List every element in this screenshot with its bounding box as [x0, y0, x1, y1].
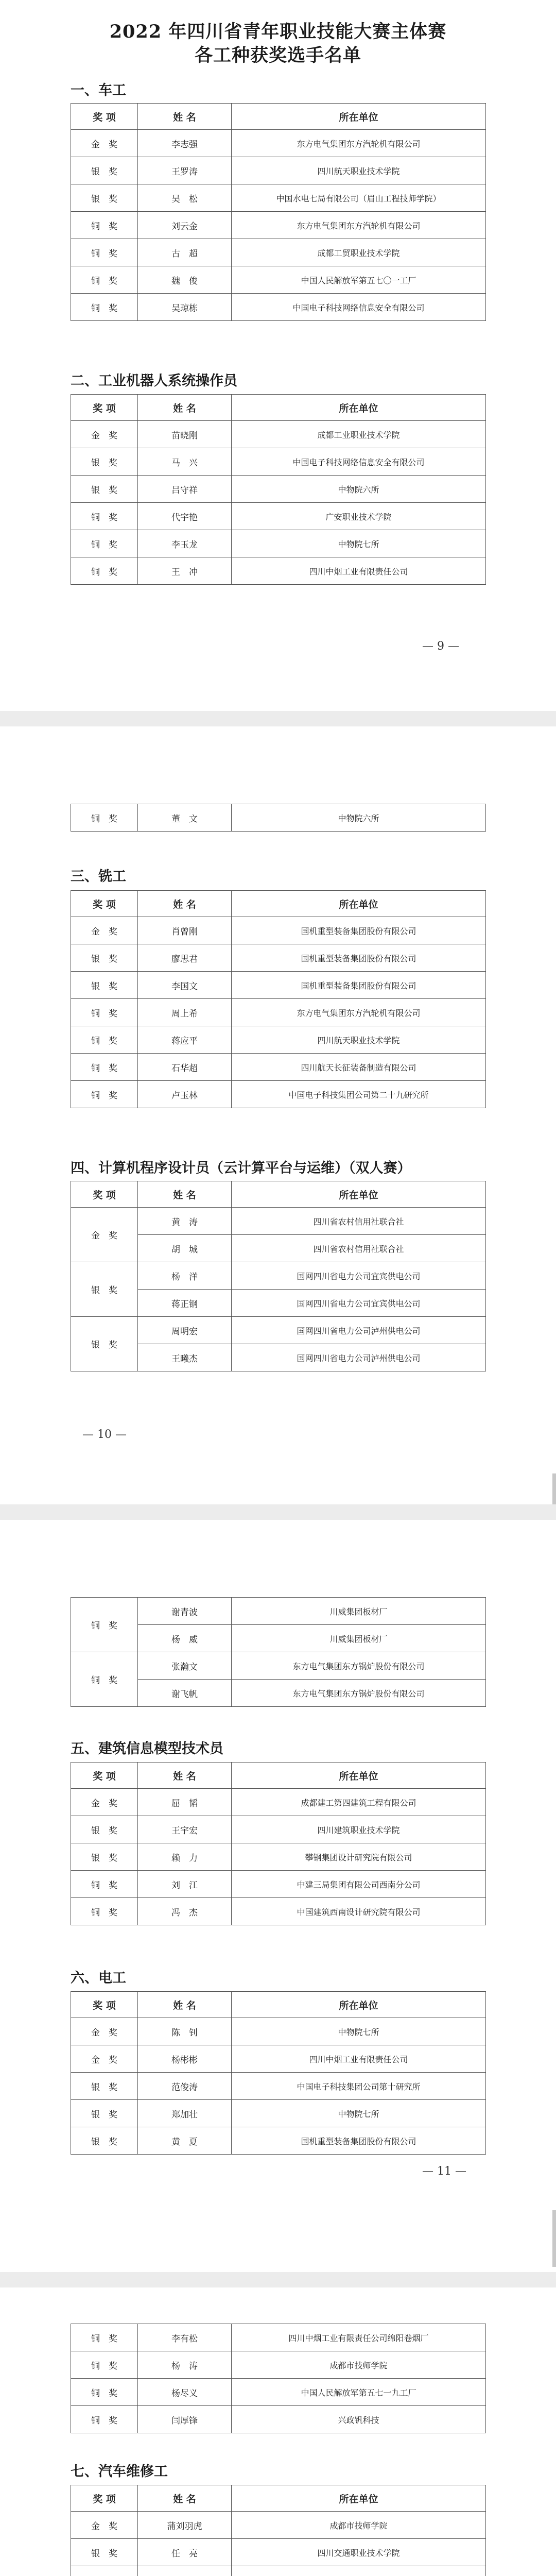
- table-row: [71, 2324, 486, 2351]
- table-row: [71, 917, 486, 944]
- unit-cell: 四川航天职业技术学院: [232, 1026, 486, 1054]
- page-number: — 9 —: [422, 640, 459, 653]
- table-row: [71, 1843, 486, 1871]
- document-title-line1: 2022 年四川省青年职业技能大赛主体赛: [109, 21, 447, 42]
- award-cell: 铜 奖: [71, 2324, 138, 2351]
- name-cell: 陈 钊: [138, 2018, 232, 2045]
- table-row: [71, 503, 486, 530]
- table-row: [71, 1816, 486, 1843]
- section-title: 七、汽车维修工: [71, 2464, 168, 2480]
- award-cell: 金 奖: [71, 130, 138, 157]
- award-table: [71, 1762, 486, 1925]
- page-12: [0, 2287, 556, 2576]
- unit-cell: 国机重型装备集团股份有限公司: [232, 917, 486, 944]
- name-cell: 屈 韬: [138, 1789, 232, 1816]
- table-row: [71, 1081, 486, 1108]
- unit-cell: 成都市技师学院: [232, 2351, 486, 2379]
- award-cell: 银 奖: [71, 2539, 138, 2566]
- column-header-award: 奖 项: [71, 1181, 138, 1208]
- unit-cell: 成都工业职业技术学院: [232, 421, 486, 448]
- column-header-name: 姓 名: [138, 1992, 232, 2018]
- name-cell: 李志强: [138, 130, 232, 157]
- name-cell: 王曦杰: [138, 1344, 232, 1371]
- table-row: [71, 294, 486, 321]
- table-row: [71, 2539, 486, 2566]
- section-title: 五、建筑信息模型技术员: [71, 1741, 223, 1757]
- table-row: [71, 421, 486, 448]
- unit-cell: 中国人民解放军第五七一九工厂: [232, 2379, 486, 2406]
- table-row: [71, 2018, 486, 2045]
- name-cell: 周明宏: [138, 1317, 232, 1344]
- table-row: [71, 2127, 486, 2155]
- unit-cell: 中物院七所: [232, 2100, 486, 2127]
- scroll-indicator: [552, 2210, 556, 2267]
- table-row: [71, 1871, 486, 1898]
- award-cell: 铜 奖: [71, 2406, 138, 2433]
- name-cell: 王罗涛: [138, 157, 232, 184]
- table-header-row: [71, 891, 486, 917]
- name-cell: 张瀚文: [138, 1652, 232, 1680]
- award-cell: 铜 奖: [71, 212, 138, 239]
- unit-cell: 国网四川省电力公司宜宾供电公司: [232, 1262, 486, 1290]
- award-cell: 银 奖: [71, 972, 138, 999]
- name-cell: 蒋正钢: [138, 1290, 232, 1317]
- name-cell: 苗晓刚: [138, 421, 232, 448]
- name-cell: 杨尽义: [138, 2379, 232, 2406]
- name-cell: 卢玉林: [138, 1081, 232, 1108]
- name-cell: 胡 城: [138, 1235, 232, 1262]
- table-row: [71, 999, 486, 1026]
- table-row: [71, 2406, 486, 2433]
- name-cell: 谢飞帆: [138, 1680, 232, 1707]
- page-gap: [0, 1504, 556, 1520]
- column-header-award: 奖 项: [71, 891, 138, 917]
- table-header-row: [71, 2485, 486, 2512]
- award-cell: 银 奖: [71, 2073, 138, 2100]
- name-cell: 吴 松: [138, 184, 232, 212]
- table-row: [71, 2512, 486, 2539]
- table-row: [71, 266, 486, 294]
- name-cell: 蒋应平: [138, 1026, 232, 1054]
- unit-cell: 中物院六所: [232, 476, 486, 503]
- unit-cell: 四川省农村信用社联合社: [232, 1208, 486, 1235]
- name-cell: 赖 力: [138, 1843, 232, 1871]
- table-row: [71, 130, 486, 157]
- column-header-unit: 所在单位: [232, 1762, 486, 1789]
- award-cell: 银 奖: [71, 944, 138, 972]
- award-table-continued: [71, 804, 486, 832]
- award-table-continued: [71, 1597, 486, 1707]
- award-table: [71, 103, 486, 321]
- award-cell: [71, 2566, 138, 2576]
- column-header-name: 姓 名: [138, 104, 232, 130]
- unit-cell: 广安职业技术学院: [232, 503, 486, 530]
- award-cell: 银 奖: [71, 2127, 138, 2155]
- unit-cell: 攀钢集团设计研究院有限公司: [232, 1843, 486, 1871]
- name-cell: 肖曾刚: [138, 917, 232, 944]
- award-cell: 铜 奖: [71, 1871, 138, 1898]
- award-table: [71, 2485, 486, 2576]
- award-cell: 铜 奖: [71, 1081, 138, 1108]
- section-title: 一、车工: [71, 82, 126, 98]
- award-cell: 银 奖: [71, 184, 138, 212]
- table-row: [71, 1898, 486, 1925]
- award-cell: 金 奖: [71, 2018, 138, 2045]
- unit-cell: 四川省农村信用社联合社: [232, 1235, 486, 1262]
- award-table: [71, 394, 486, 585]
- unit-cell: 中建三局集团有限公司西南分公司: [232, 1871, 486, 1898]
- award-cell: 金 奖: [71, 421, 138, 448]
- page-11: [0, 1520, 556, 2272]
- unit-cell: 四川中烟工业有限责任公司: [232, 2045, 486, 2073]
- unit-cell: 四川中烟工业有限责任公司绵阳卷烟厂: [232, 2324, 486, 2351]
- table-header-row: [71, 395, 486, 421]
- table-row: [71, 1652, 486, 1680]
- unit-cell: 中国水电七局有限公司（眉山工程技师学院）: [232, 184, 486, 212]
- table-row: [71, 944, 486, 972]
- award-table: [71, 890, 486, 1108]
- award-cell: 铜 奖: [71, 2379, 138, 2406]
- name-cell: 谢青波: [138, 1598, 232, 1625]
- unit-cell: 中物院七所: [232, 530, 486, 557]
- page-9: [0, 0, 556, 711]
- table-row: [71, 448, 486, 476]
- unit-cell: 中国电子科技网络信息安全有限公司: [232, 294, 486, 321]
- table-header-row: [71, 1762, 486, 1789]
- column-header-award: 奖 项: [71, 104, 138, 130]
- award-cell: 银 奖: [71, 1317, 138, 1371]
- award-cell: 铜 奖: [71, 2351, 138, 2379]
- award-cell: 金 奖: [71, 917, 138, 944]
- unit-cell: 中国电子科技集团公司第二十九研究所: [232, 1081, 486, 1108]
- table-row: [71, 2566, 486, 2576]
- section-title: 四、计算机程序设计员（云计算平台与运维）（双人赛）: [71, 1160, 411, 1176]
- table-row: [71, 212, 486, 239]
- award-table: [71, 1181, 486, 1371]
- award-cell: 银 奖: [71, 2100, 138, 2127]
- award-cell: 银 奖: [71, 1262, 138, 1317]
- award-cell: 铜 奖: [71, 999, 138, 1026]
- award-cell: 铜 奖: [71, 1898, 138, 1925]
- award-cell: 金 奖: [71, 1208, 138, 1262]
- name-cell: 李有松: [138, 2324, 232, 2351]
- unit-cell: 国网四川省电力公司泸州供电公司: [232, 1344, 486, 1371]
- column-header-unit: 所在单位: [232, 395, 486, 421]
- award-cell: 金 奖: [71, 1789, 138, 1816]
- column-header-name: 姓 名: [138, 395, 232, 421]
- unit-cell: 中国电子科技网络信息安全有限公司: [232, 448, 486, 476]
- unit-cell: 四川交通职业技术学院: [232, 2539, 486, 2566]
- name-cell: 黄 夏: [138, 2127, 232, 2155]
- section-title: 二、工业机器人系统操作员: [71, 373, 237, 389]
- name-cell: 吕守祥: [138, 476, 232, 503]
- table-row: [71, 1317, 486, 1344]
- award-table: [71, 1991, 486, 2155]
- table-row: [71, 1054, 486, 1081]
- table-row: [71, 804, 486, 832]
- name-cell: 王宇宏: [138, 1816, 232, 1843]
- page-gap: [0, 711, 556, 726]
- unit-cell: 四川航天长征装备制造有限公司: [232, 1054, 486, 1081]
- name-cell: 刘 江: [138, 1871, 232, 1898]
- award-cell: 银 奖: [71, 157, 138, 184]
- unit-cell: 四川中烟工业有限责任公司: [232, 557, 486, 585]
- unit-cell: 国机重型装备集团股份有限公司: [232, 944, 486, 972]
- table-row: [71, 2379, 486, 2406]
- name-cell: 李国文: [138, 972, 232, 999]
- name-cell: 蒲刘羽虎: [138, 2512, 232, 2539]
- table-row: [71, 239, 486, 266]
- table-row: [71, 1789, 486, 1816]
- unit-cell: 兴政钒科技: [232, 2406, 486, 2433]
- table-row: [71, 2073, 486, 2100]
- name-cell: 马 兴: [138, 448, 232, 476]
- unit-cell: 国网四川省电力公司泸州供电公司: [232, 1317, 486, 1344]
- unit-cell: 东方电气集团东方汽轮机有限公司: [232, 999, 486, 1026]
- award-cell: 铜 奖: [71, 266, 138, 294]
- column-header-unit: 所在单位: [232, 2485, 486, 2512]
- name-cell: 杨 威: [138, 1625, 232, 1652]
- unit-cell: 中国建筑西南设计研究院有限公司: [232, 1898, 486, 1925]
- section-title: 六、电工: [71, 1970, 126, 1986]
- table-row: [71, 184, 486, 212]
- award-cell: 铜 奖: [71, 239, 138, 266]
- award-cell: 铜 奖: [71, 1598, 138, 1652]
- name-cell: 杨 涛: [138, 2351, 232, 2379]
- name-cell: 董 文: [138, 804, 232, 832]
- column-header-unit: 所在单位: [232, 1992, 486, 2018]
- table-row: [71, 157, 486, 184]
- unit-cell: 东方电气集团东方锅炉股份有限公司: [232, 1652, 486, 1680]
- unit-cell: 东方电气集团东方汽轮机有限公司: [232, 212, 486, 239]
- name-cell: 刘云金: [138, 212, 232, 239]
- name-cell: 闫厚锋: [138, 2406, 232, 2433]
- unit-cell: 成都工贸职业技术学院: [232, 239, 486, 266]
- column-header-award: 奖 项: [71, 1762, 138, 1789]
- name-cell: 吴琼栋: [138, 294, 232, 321]
- page-10: [0, 726, 556, 1504]
- name-cell: 周上希: [138, 999, 232, 1026]
- unit-cell: 东方电气集团东方锅炉股份有限公司: [232, 1680, 486, 1707]
- award-cell: 铜 奖: [71, 503, 138, 530]
- award-cell: 铜 奖: [71, 530, 138, 557]
- award-cell: 金 奖: [71, 2512, 138, 2539]
- table-row: [71, 2045, 486, 2073]
- column-header-name: 姓 名: [138, 1762, 232, 1789]
- page-number: — 10 —: [82, 1428, 127, 1441]
- award-cell: 铜 奖: [71, 804, 138, 832]
- table-row: [71, 557, 486, 585]
- name-cell: 冯 杰: [138, 1898, 232, 1925]
- name-cell: 黄 涛: [138, 1208, 232, 1235]
- award-cell: 铜 奖: [71, 1026, 138, 1054]
- name-cell: 李玉龙: [138, 530, 232, 557]
- name-cell: 王 冲: [138, 557, 232, 585]
- unit-cell: 四川建筑职业技术学院: [232, 1816, 486, 1843]
- table-row: [71, 1598, 486, 1625]
- unit-cell: 中物院六所: [232, 804, 486, 832]
- unit-cell: 四川航天职业技术学院: [232, 157, 486, 184]
- award-cell: 铜 奖: [71, 1054, 138, 1081]
- award-cell: 银 奖: [71, 448, 138, 476]
- table-row: [71, 972, 486, 999]
- unit-cell: 川威集团板材厂: [232, 1598, 486, 1625]
- column-header-award: 奖 项: [71, 1992, 138, 2018]
- column-header-name: 姓 名: [138, 2485, 232, 2512]
- award-cell: 铜 奖: [71, 294, 138, 321]
- unit-cell: 川威集团板材厂: [232, 1625, 486, 1652]
- table-row: [71, 1208, 486, 1235]
- table-row: [71, 476, 486, 503]
- unit-cell: 中国电子科技集团公司第十研究所: [232, 2073, 486, 2100]
- award-cell: 银 奖: [71, 1843, 138, 1871]
- name-cell: [138, 2566, 232, 2576]
- name-cell: 石华超: [138, 1054, 232, 1081]
- table-header-row: [71, 1992, 486, 2018]
- name-cell: 古 超: [138, 239, 232, 266]
- unit-cell: 东方电气集团东方汽轮机有限公司: [232, 130, 486, 157]
- unit-cell: 国网四川省电力公司宜宾供电公司: [232, 1290, 486, 1317]
- column-header-unit: 所在单位: [232, 104, 486, 130]
- column-header-name: 姓 名: [138, 1181, 232, 1208]
- name-cell: 廖思君: [138, 944, 232, 972]
- unit-cell: 中国人民解放军第五七〇一工厂: [232, 266, 486, 294]
- award-table-continued: [71, 2324, 486, 2433]
- unit-cell: 成都建工第四建筑工程有限公司: [232, 1789, 486, 1816]
- unit-cell: 国机重型装备集团股份有限公司: [232, 2127, 486, 2155]
- document-title-line2: 各工种获奖选手名单: [194, 45, 361, 66]
- award-cell: 银 奖: [71, 1816, 138, 1843]
- table-row: [71, 1262, 486, 1290]
- table-row: [71, 1026, 486, 1054]
- column-header-unit: 所在单位: [232, 891, 486, 917]
- award-cell: 铜 奖: [71, 1652, 138, 1707]
- unit-cell: 成都市技师学院: [232, 2512, 486, 2539]
- table-header-row: [71, 1181, 486, 1208]
- name-cell: 代宇艳: [138, 503, 232, 530]
- table-row: [71, 2100, 486, 2127]
- column-header-name: 姓 名: [138, 891, 232, 917]
- name-cell: 魏 俊: [138, 266, 232, 294]
- column-header-award: 奖 项: [71, 2485, 138, 2512]
- section-title: 三、铣工: [71, 869, 126, 885]
- award-cell: 金 奖: [71, 2045, 138, 2073]
- name-cell: 杨彬彬: [138, 2045, 232, 2073]
- unit-cell: [232, 2566, 486, 2576]
- name-cell: 杨 洋: [138, 1262, 232, 1290]
- unit-cell: 中物院七所: [232, 2018, 486, 2045]
- page-number: — 11 —: [422, 2165, 466, 2178]
- page-gap: [0, 2272, 556, 2287]
- award-cell: 铜 奖: [71, 557, 138, 585]
- award-cell: 银 奖: [71, 476, 138, 503]
- name-cell: 范俊涛: [138, 2073, 232, 2100]
- column-header-award: 奖 项: [71, 395, 138, 421]
- name-cell: 郑加壮: [138, 2100, 232, 2127]
- table-row: [71, 2351, 486, 2379]
- column-header-unit: 所在单位: [232, 1181, 486, 1208]
- table-row: [71, 530, 486, 557]
- unit-cell: 国机重型装备集团股份有限公司: [232, 972, 486, 999]
- name-cell: 任 亮: [138, 2539, 232, 2566]
- table-header-row: [71, 104, 486, 130]
